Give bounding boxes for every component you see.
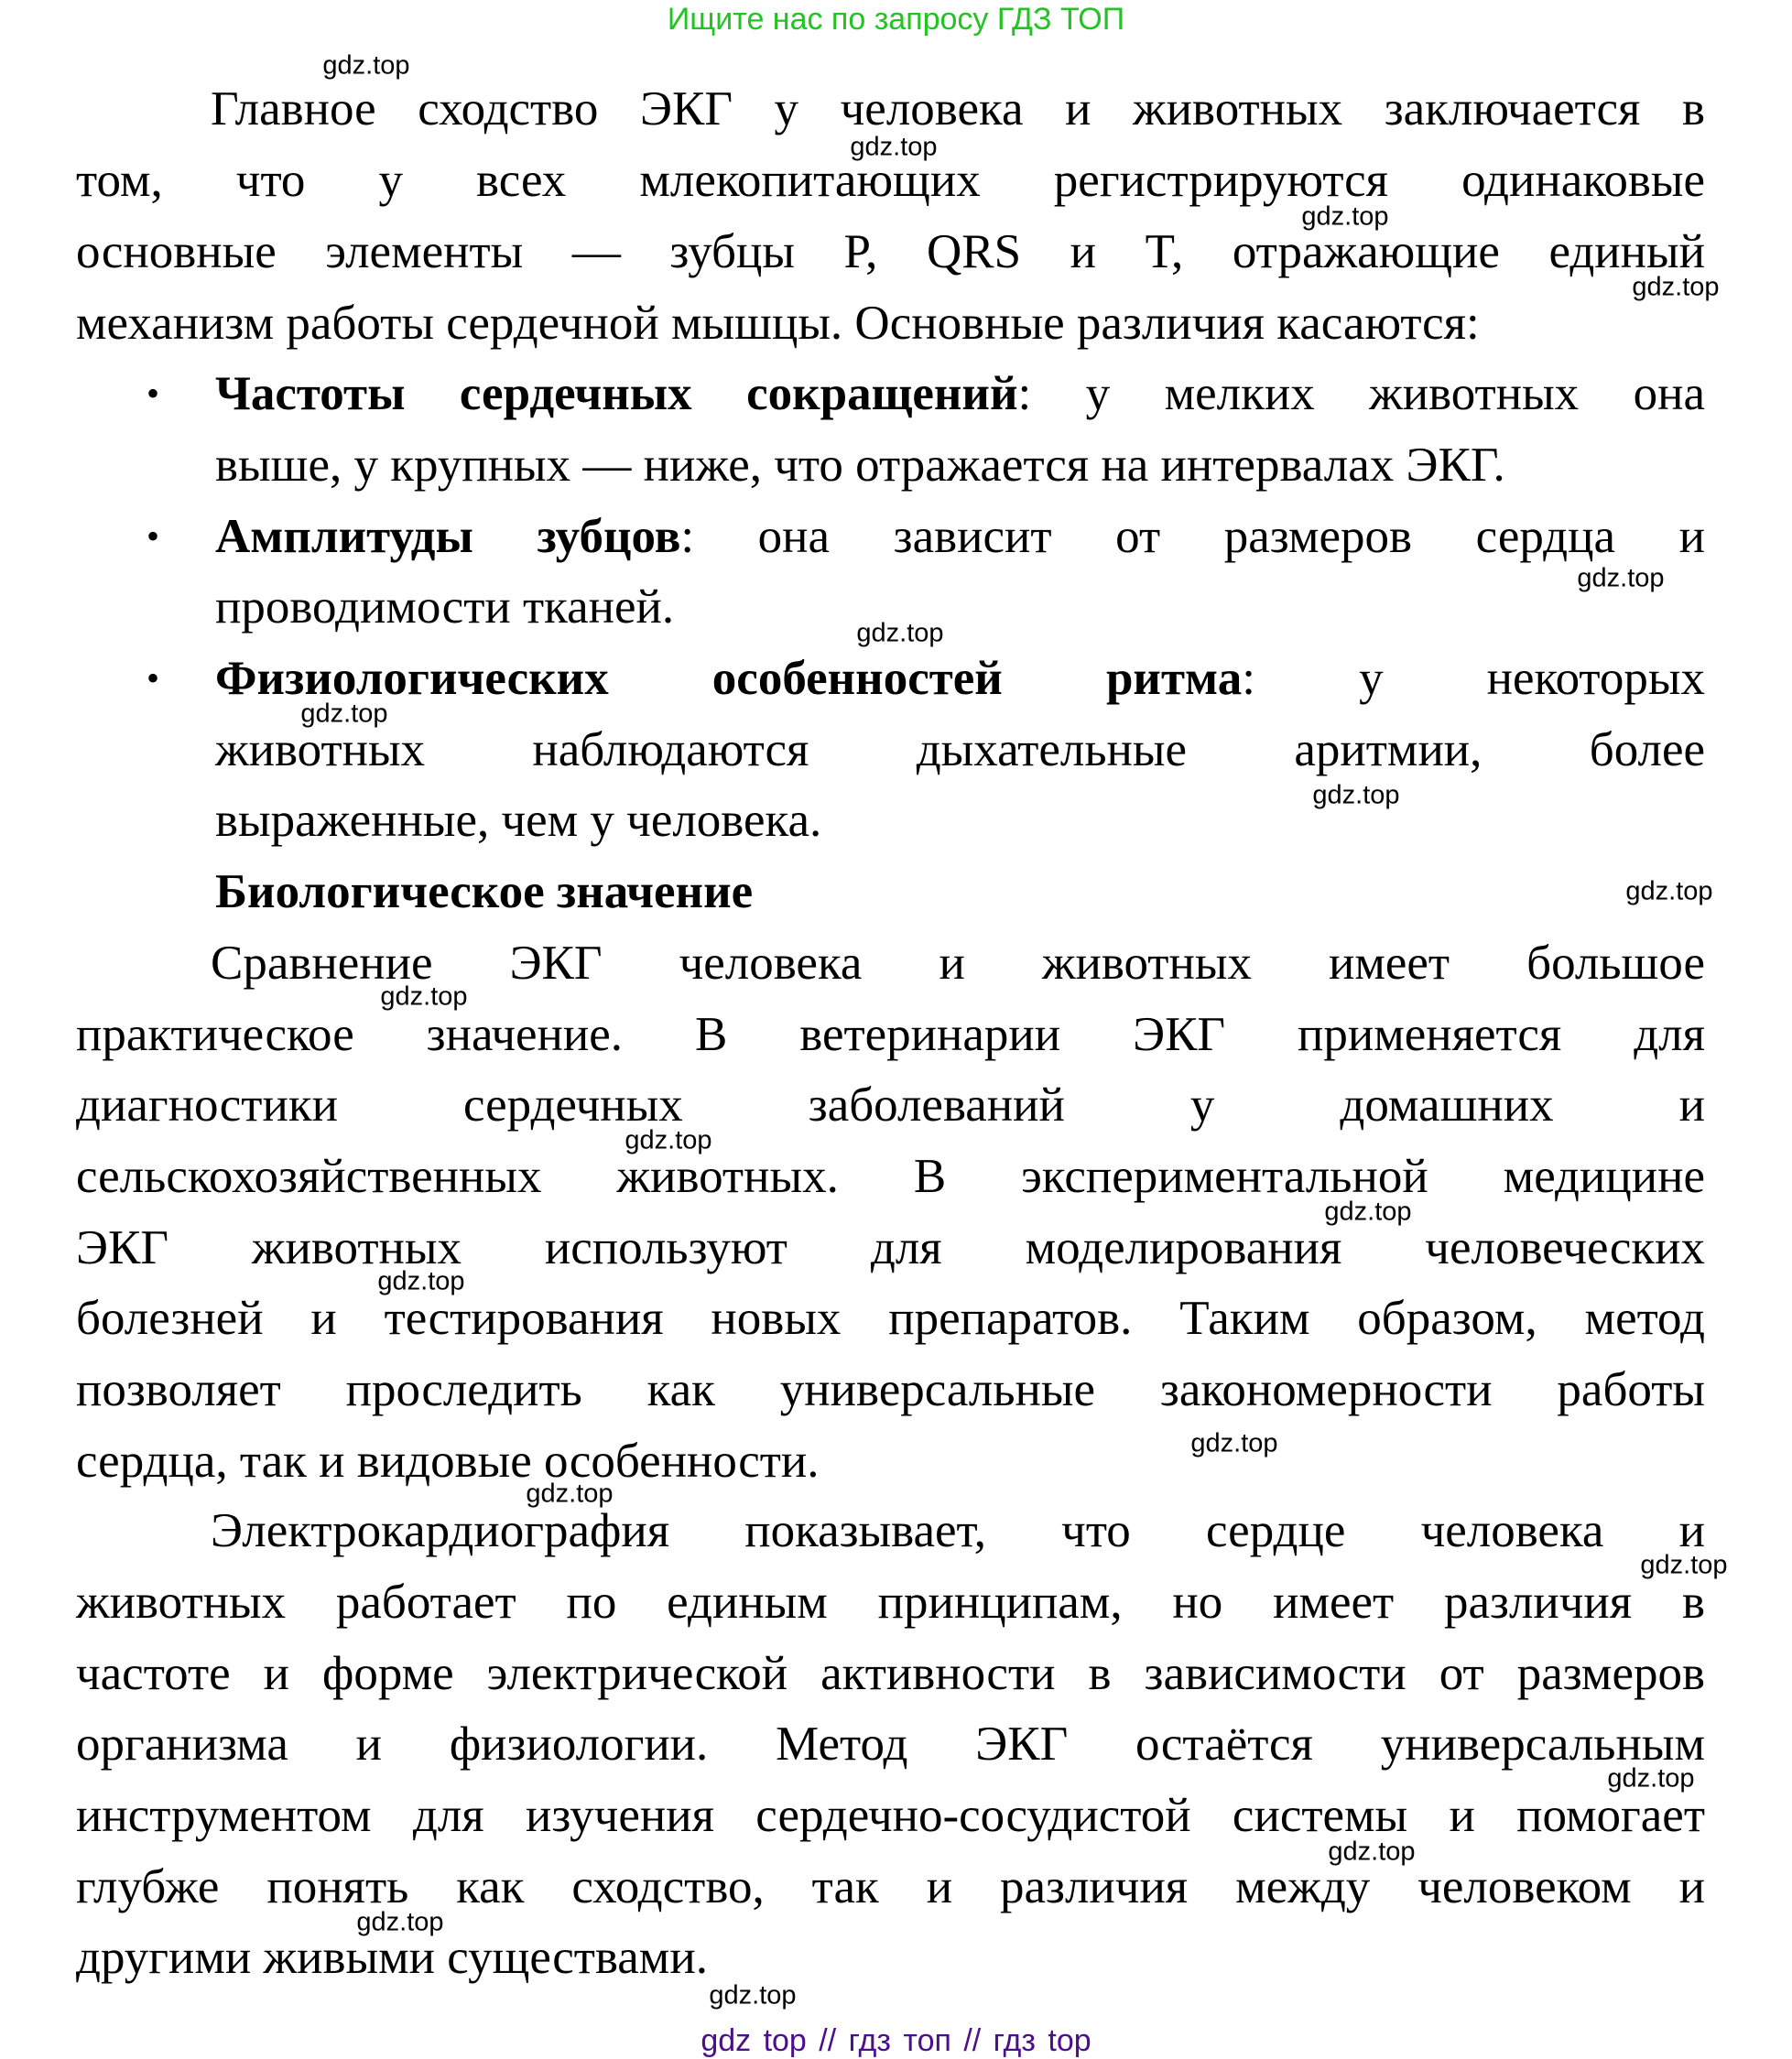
- watermark: gdz.top: [624, 1125, 712, 1155]
- bold-term: Физиологических особенностей ритма: [215, 652, 1243, 705]
- text-line: проводимости тканей.: [215, 580, 675, 634]
- watermark: gdz.top: [1632, 272, 1720, 302]
- text-line: выраженные, чем у человека.: [215, 794, 822, 847]
- section-heading: [215, 856, 1705, 927]
- footer-banner: gdz top // гдз топ // гдз top: [701, 2023, 1091, 2058]
- bold-term: Биологическое значение: [215, 865, 754, 918]
- watermark: gdz.top: [850, 132, 938, 162]
- bullet-icon: •: [147, 515, 160, 557]
- text-line: диагностики сердечных заболеваний у домашних и: [76, 1078, 1705, 1132]
- text-line: болезней и тестирования новых препаратов. Таким образом, метод: [76, 1292, 1705, 1345]
- watermark: gdz.top: [1607, 1763, 1695, 1793]
- text-line: инструментом для изучения сердечно-сосудистой системы и помогает: [76, 1789, 1705, 1842]
- watermark: gdz.top: [377, 1266, 465, 1296]
- watermark: gdz.top: [300, 699, 388, 729]
- text-line: Электрокардиография показывает, что сердце человека и: [211, 1504, 1705, 1557]
- bullet-icon: •: [147, 657, 160, 699]
- text-line: практическое значение. В ветеринарии ЭКГ применяется для: [76, 1008, 1705, 1061]
- header-banner: Ищите нас по запросу ГДЗ ТОП: [667, 2, 1125, 37]
- text-line: Главное сходство ЭКГ у человека и животных заключается в: [211, 82, 1705, 135]
- text-line: Амплитуды зубцов: она зависит от размеров сердца и: [215, 510, 1706, 563]
- text-line: выше, у крупных — ниже, что отражается на интервалах ЭКГ.: [215, 439, 1505, 492]
- watermark: gdz.top: [1640, 1550, 1728, 1580]
- text-line: сельскохозяйственных животных. В экспериментальной медицине: [76, 1150, 1705, 1203]
- watermark: gdz.top: [1312, 780, 1400, 810]
- watermark: gdz.top: [1577, 563, 1665, 593]
- watermark: gdz.top: [1625, 876, 1713, 906]
- watermark: gdz.top: [1324, 1197, 1412, 1227]
- bold-term: Амплитуды зубцов: [215, 510, 681, 563]
- watermark: gdz.top: [356, 1907, 444, 1937]
- watermark: gdz.top: [709, 1980, 797, 2010]
- watermark: gdz.top: [380, 981, 468, 1012]
- text-line: Частоты сердечных сокращений: у мелких животных она: [215, 367, 1705, 420]
- text-line: Сравнение ЭКГ человека и животных имеет большое: [211, 937, 1705, 990]
- text-line: позволяет проследить как универсальные закономерности работы: [76, 1363, 1705, 1416]
- text-line: организма и физиологии. Метод ЭКГ остаётся универсальным: [76, 1718, 1705, 1771]
- watermark: gdz.top: [322, 50, 410, 81]
- text-line: сердца, так и видовые особенности.: [76, 1435, 820, 1488]
- text-line: механизм работы сердечной мышцы. Основные различия касаются:: [76, 297, 1480, 350]
- text-line: частоте и форме электрической активности в зависимости от размеров: [76, 1647, 1705, 1700]
- text-line: животных наблюдаются дыхательные аритмии, более: [215, 723, 1705, 776]
- watermark: gdz.top: [1190, 1428, 1278, 1458]
- text-line: животных работает по единым принципам, но имеет различия в: [76, 1576, 1705, 1629]
- watermark: gdz.top: [1301, 201, 1389, 232]
- text-line: том, что у всех млекопитающих регистрируются одинаковые: [76, 154, 1705, 207]
- bold-term: Частоты сердечных сокращений: [215, 367, 1018, 420]
- text-line: другими живыми существами.: [76, 1931, 708, 1984]
- bullet-icon: •: [147, 373, 160, 414]
- watermark: gdz.top: [1328, 1837, 1416, 1867]
- text-line: основные элементы — зубцы P, QRS и T, отражающие единый: [76, 225, 1705, 278]
- text-line: ЭКГ животных используют для моделирования человеческих: [76, 1221, 1705, 1274]
- watermark: gdz.top: [856, 618, 944, 648]
- text-line: Физиологических особенностей ритма: у некоторых: [215, 652, 1705, 705]
- text-line: глубже понять как сходство, так и различия между человеком и: [76, 1860, 1705, 1913]
- watermark: gdz.top: [526, 1479, 614, 1509]
